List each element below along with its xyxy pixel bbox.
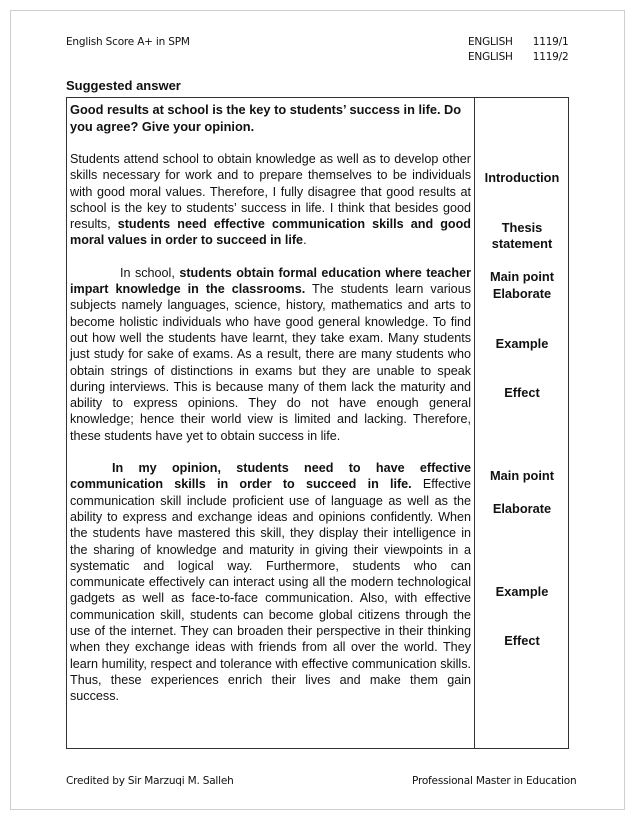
header-paper-1 [468, 36, 568, 48]
intro-text: Students attend school to obtain knowledge as well as to develop other skills necessary for work and to prepare themselves to be individuals with good moral values. Therefore, I fully disagree that good results at school is the key to students’ success in life. I think that besides good results, [70, 152, 471, 232]
label-statement: statement [491, 236, 553, 251]
essay-column [70, 102, 471, 705]
answer-table [66, 97, 569, 749]
label-p2-elaborate: Elaborate [492, 286, 552, 301]
header-subject-1: ENGLISH [468, 36, 513, 48]
header-code-2: 1119/2 [532, 51, 569, 63]
header-left: English Score A+ in SPM [66, 36, 190, 48]
label-p3-example: Example [495, 584, 549, 599]
body1-text: The students learn various subjects namely languages, science, history, mathematics and arts to become holistic individuals who have good general knowledge. To find out how well the students have learnt, they take exam. Many students just study for sake of exams. As a result, there are many students who obtain strings of distinctions in exams but they are unable to speak during interviews. This is because many of them lack the maturity and ability to express opinions. They do not have enough general knowledge; hence their world view is limited and lacking. Therefore, these students have yet to obtain success in life. [70, 282, 471, 443]
header-code-1: 1119/1 [532, 36, 569, 48]
footer-title: Professional Master in Education [412, 775, 577, 787]
label-thesis: Thesis [501, 220, 543, 235]
header-paper-2 [468, 51, 568, 63]
header-subject-2: ENGLISH [468, 51, 513, 63]
body1-lead: In school, [120, 265, 180, 280]
column-divider [474, 98, 475, 748]
label-p2-main-point: Main point [490, 269, 554, 284]
essay-question: Good results at school is the key to students’ success in life. Do you agree? Give your opinion. [70, 102, 462, 134]
body1-main-point: students obtain formal education where teacher impart knowledge in the classrooms. [70, 265, 471, 297]
thesis-bold: students need effective communication skills and good moral values in order to succeed in life [70, 217, 472, 248]
label-p3-main-point: Main point [490, 468, 554, 483]
body-paragraph-2 [70, 460, 471, 704]
intro-paragraph [70, 151, 471, 249]
label-p3-elaborate: Elaborate [492, 501, 552, 516]
label-p2-effect: Effect [504, 385, 540, 400]
label-introduction: Introduction [484, 170, 560, 185]
label-p2-example: Example [495, 336, 549, 351]
body2-text: Effective communication skill include proficient use of language as well as the ability to express and exchange ideas and opinions confidently. When the students have mastered this skill, they display their intelligence in the sharing of knowledge and maturity in giving their viewpoints in a systematic and logical way. Furthermore, students who can communicate effectively can interact using all the modern technological gadgets as well as face-to-face communication. Also, with effective communication skill, students can become global citizens through the use of the internet. They can broaden their perspective in their thinking when they exchange ideas with friends from all over the world. They learn humility, respect and tolerance with effective communication skills. Thus, these experiences enrich their lives and make them gain success. [70, 477, 471, 704]
body2-main-point: In my opinion, students need to have effective communication skills in order to succeed in life. [70, 461, 471, 492]
body-paragraph-1 [70, 265, 471, 444]
label-p3-effect: Effect [504, 633, 540, 648]
footer-credit: Credited by Sir Marzuqi M. Salleh [66, 775, 234, 787]
section-heading: Suggested answer [66, 78, 181, 93]
intro-end: . [303, 233, 307, 248]
